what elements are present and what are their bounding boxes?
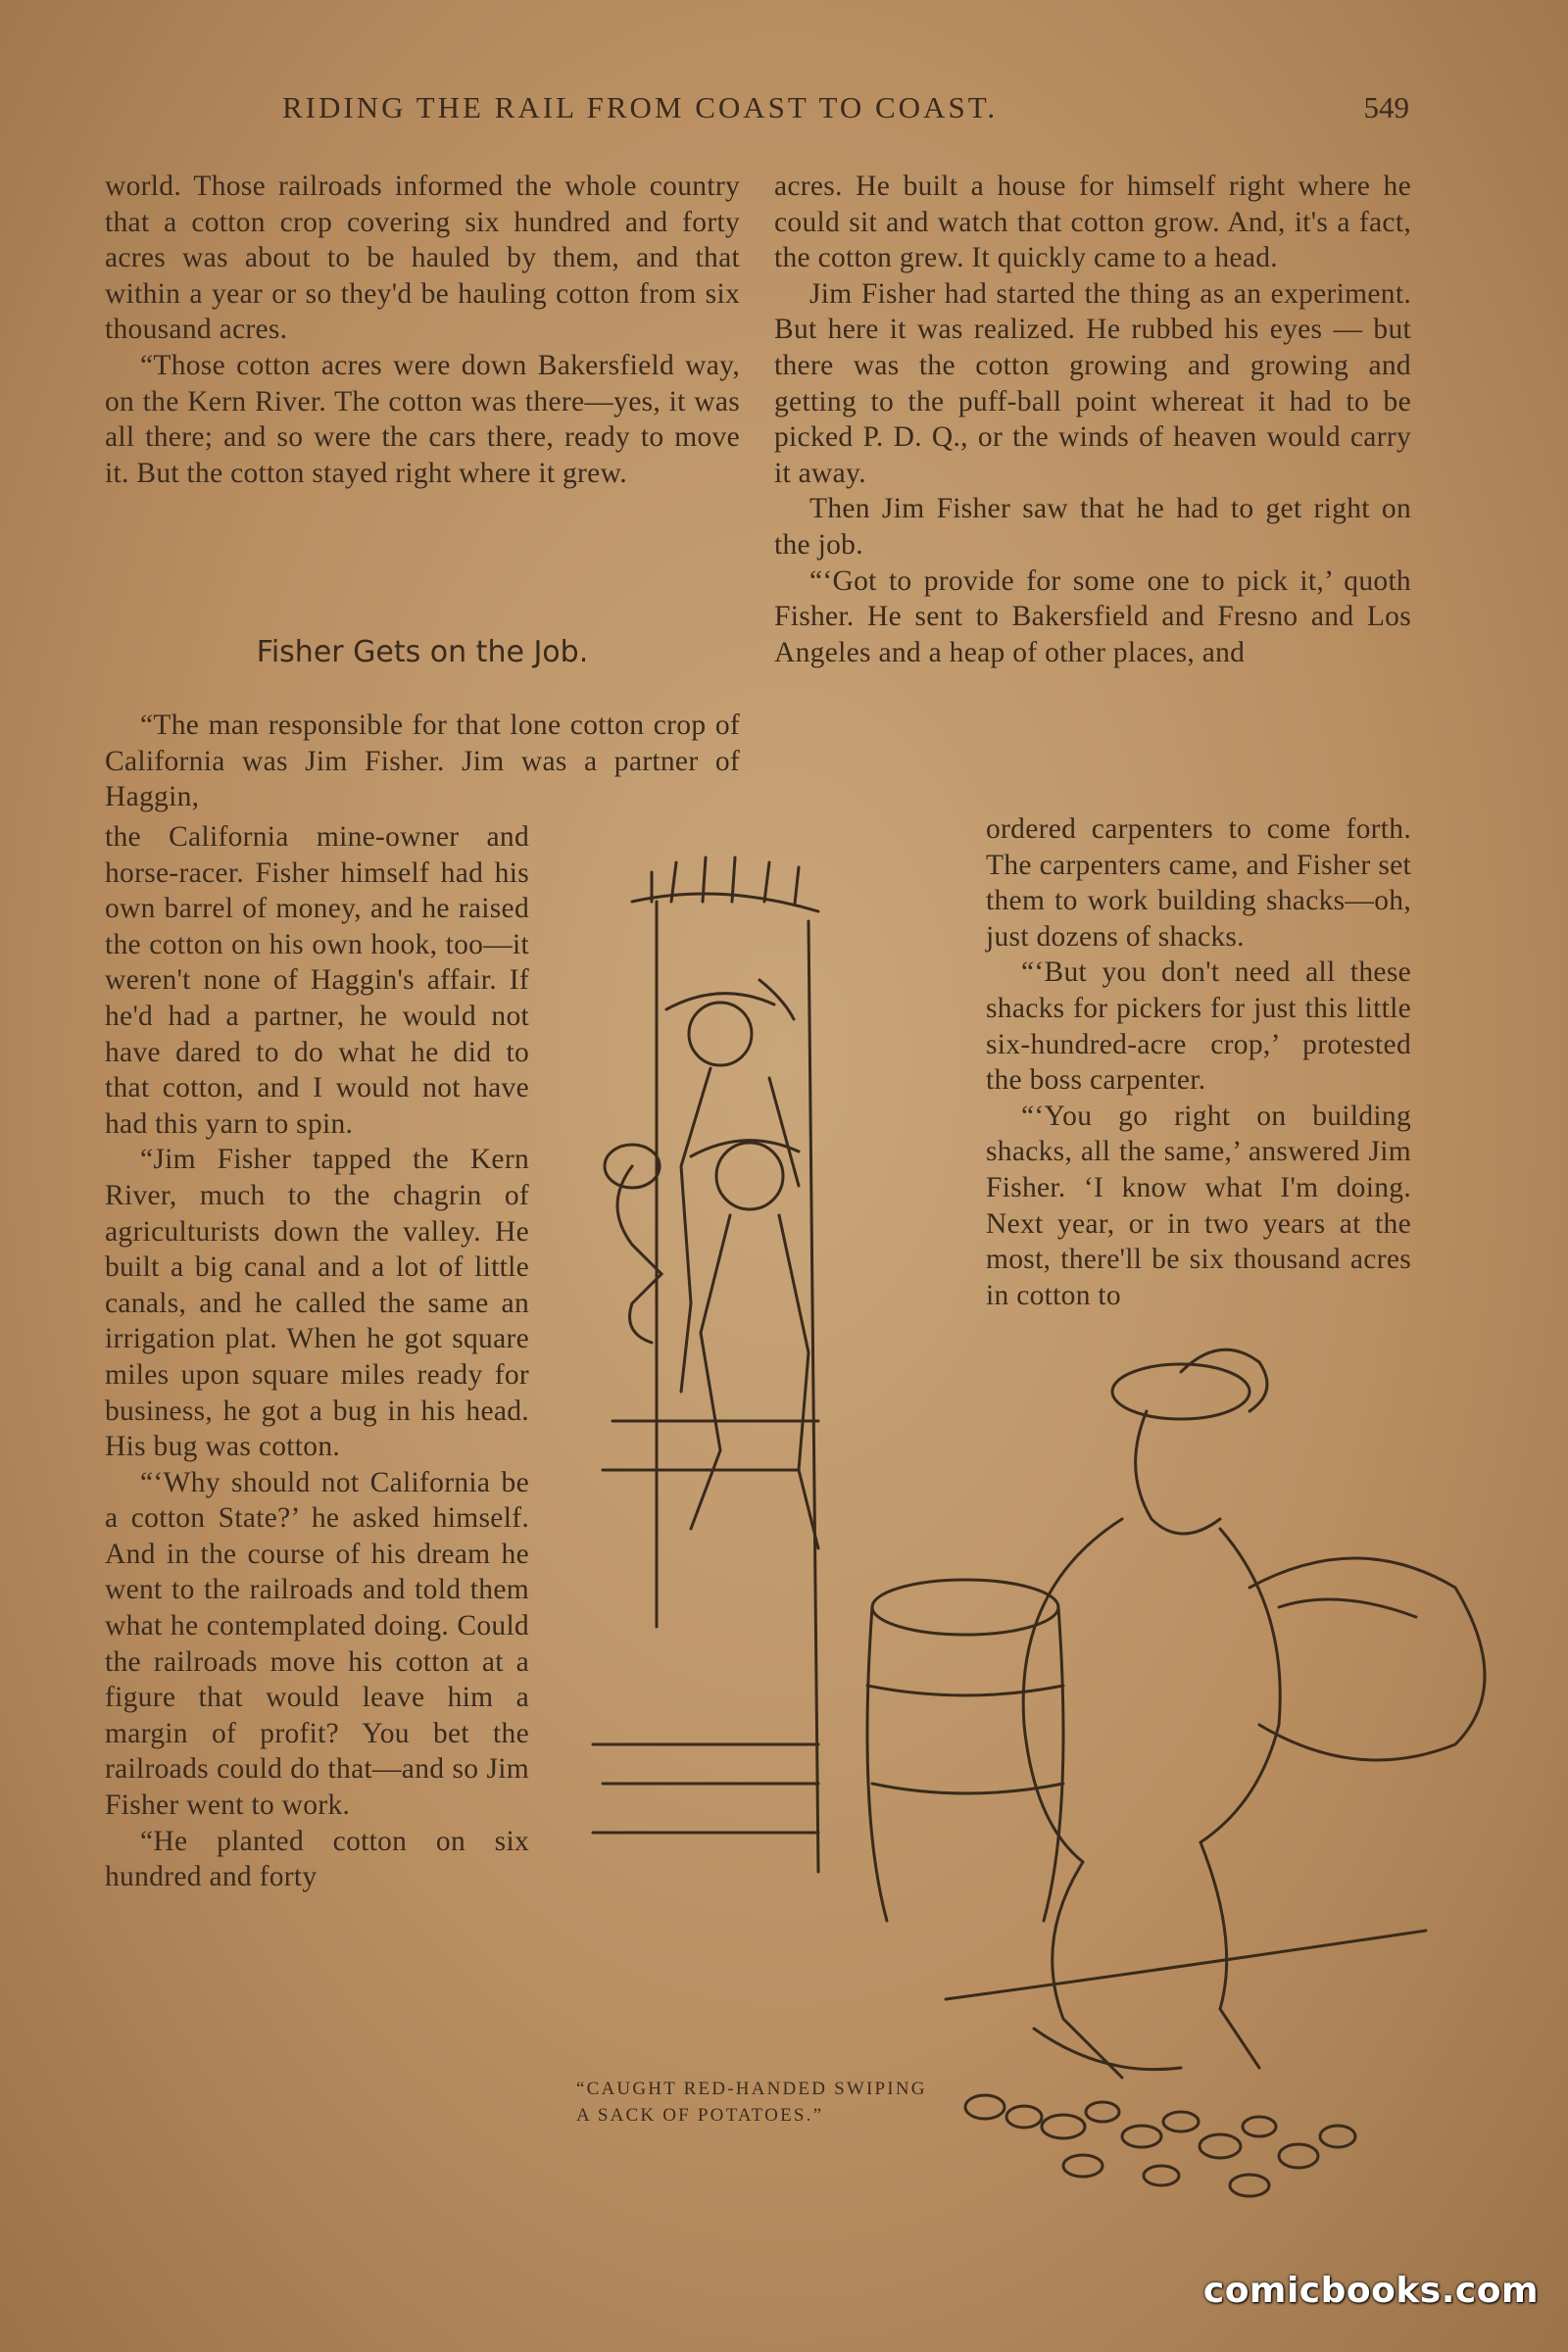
paragraph: the California mine-owner and horse-racer. Fisher himself had his own barrel of money, and he raised the cotton on his own hook, too—it weren't none of Haggin's affair. If he'd had a partner, he would not have dared to do what he did to that cotton, and I would not have had this yarn to spin. [105,821,529,1140]
paragraph: “‘But you don't need all these shacks for pickers for just this little six-hundred-acre crop,’ protested the boss carpenter. [986,956,1411,1097]
left-column-wide [105,708,740,815]
potatoes [965,2095,1355,2196]
left-column-top [105,169,740,491]
thief-figure [1023,1349,1485,2078]
page-number: 549 [1363,90,1409,124]
paragraph: “He planted cotton on six hundred and forty [105,1825,529,1893]
paragraph: “‘Why should not California be a cotton State?’ he asked himself. And in the course of his dream he went to the railroads and told them what he contemplated doing. Could the railroads move his cotton at a figure that would leave him a margin of profit? You bet the railroads could do that—and so Jim Fisher went to work. [105,1466,529,1822]
paragraph: “‘You go right on building shacks, all the same,’ answered Jim Fisher. ‘I know what I'm doing. Next year, or in two years at the most, there'll be six thousand acres in cotton to [986,1100,1411,1311]
paragraph: Jim Fisher had started the thing as an experiment. But here it was realized. He rubbed his eyes — but there was the cotton growing and growing and getting to the puff-ball point whereat it had to be picked P. D. Q., or the winds of heaven would carry it away. [774,277,1411,489]
left-column-narrow [105,819,529,1895]
page-header [106,90,1409,139]
right-column-top [774,169,1411,670]
illustration [573,843,1514,2234]
illustration-caption: “CAUGHT RED-HANDED SWIPING A SACK OF POTATOES.” [576,2079,927,2126]
section-heading: Fisher Gets on the Job. [256,635,589,669]
paragraph: “‘Got to provide for some one to pick it,’ quoth Fisher. He sent to Bakersfield and Fresno and Los Angeles and a heap of other places, and [774,564,1411,668]
paragraph: ordered carpenters to come forth. The carpenters came, and Fisher set them to work building shacks—oh, just dozens of shacks. [986,813,1411,953]
watermark: comicbooks.com [1202,2271,1539,2311]
paragraph: “The man responsible for that lone cotton crop of California was Jim Fisher. Jim was a partner of Haggin, [105,710,740,813]
paragraph: world. Those railroads informed the whole country that a cotton crop covering six hundred and forty acres was about to be hauled by them, and that within a year or so they'd be hauling cotton from six thousand acres. [105,171,740,346]
paragraph: “Jim Fisher tapped the Kern River, much to the chagrin of agriculturists down the valley. He built a big canal and a lot of little canals, and he called the same an irrigation plat. When he got square miles upon square miles ready for business, he got a bug in his head. His bug was cotton. [105,1144,529,1463]
paragraph: “Those cotton acres were down Bakersfield way, on the Kern River. The cotton was there—yes, it was all there; and so were the cars there, ready to move it. But the cotton stayed right where it grew. [105,349,740,489]
ground-line [946,1931,1426,1999]
paragraph: Then Jim Fisher saw that he had to get right on the job. [774,493,1411,561]
paragraph: acres. He built a house for himself right where he could sit and watch that cotton grow. And, it's a fact, the cotton grew. It quickly came to a head. [774,171,1411,274]
climbing-men [605,980,818,1548]
running-title: RIDING THE RAIL FROM COAST TO COAST. [282,90,999,124]
